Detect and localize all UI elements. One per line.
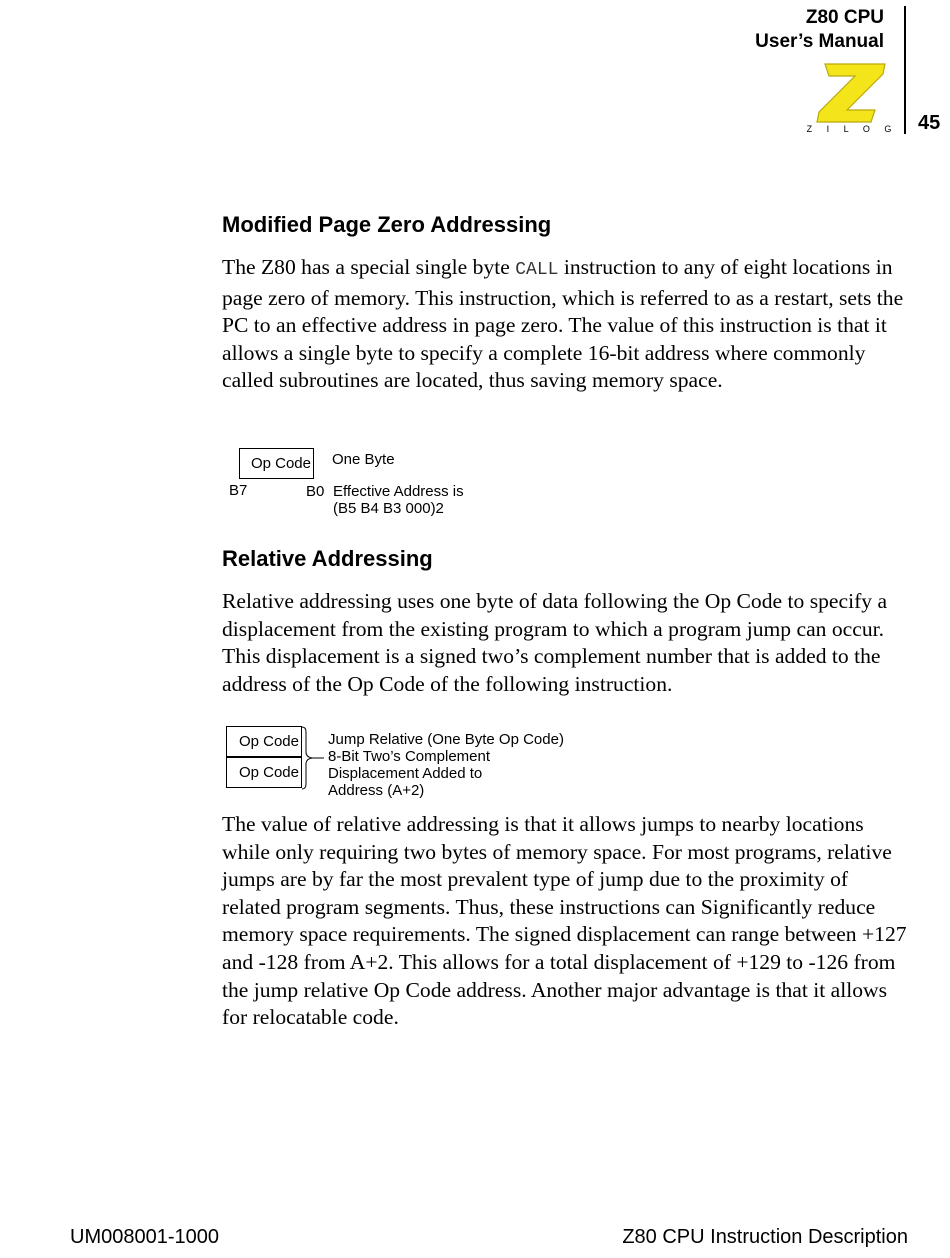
paragraph-page-zero: [222, 254, 912, 395]
paragraph-relative-2: [222, 811, 912, 1032]
opcode-box: Op Code: [226, 757, 302, 788]
section-heading-relative: Relative Addressing: [222, 546, 433, 571]
page-number: 45: [918, 112, 941, 134]
figure2-line: 8-Bit Two’s Complement: [328, 748, 491, 765]
figure2-line: Jump Relative (One Byte Op Code): [328, 731, 564, 748]
paragraph-text: The Z80 has a special single byte: [222, 255, 516, 279]
bit-label-b0: B0: [306, 483, 325, 500]
opcode-box: Op Code: [226, 726, 302, 757]
paragraph-relative-1: [222, 588, 912, 698]
figure-note-line: Effective Address is: [333, 483, 464, 500]
footer-doc-id: UM008001-1000: [70, 1226, 219, 1248]
manual-subtitle: User’s Manual: [755, 31, 884, 52]
paragraph-text: The value of relative addressing is that it allows jumps to nearby locations while only requiring two bytes of memory space. For most programs, relative jumps are by far the most prevalent type of jump due to the proximity of related program segments. Thus, these instructions can Significantly reduce memory space requirements. The signed displacement can range between +127 and -128 from A+2. This allows for a total displacement of +129 to -126 from the jump relative Op Code address. Another major advantage is that it allows for relocatable code.: [222, 812, 907, 1030]
manual-title: Z80 CPU: [805, 7, 884, 28]
figure2-line: Address (A+2): [328, 782, 425, 799]
zilog-logo: [806, 60, 898, 134]
svg-text:Z I L O G: Z I L O G: [806, 124, 898, 134]
figure-caption-one-byte: One Byte: [332, 451, 395, 468]
opcode-box: Op Code: [239, 448, 314, 479]
paragraph-text: instruction to any of eight locations in page zero of memory. This instruction, which is referred to as a restart, sets the PC to an effective address in page zero. The value of this instruction is that it allows a single byte to specify a complete 16-bit address where commonly called subroutines are located, thus saving memory space.: [222, 255, 904, 393]
bit-label-b7: B7: [229, 482, 248, 499]
footer-section-title: Z80 CPU Instruction Description: [622, 1226, 908, 1248]
inline-code-call: CALL: [515, 260, 559, 280]
section-heading-page-zero: Modified Page Zero Addressing: [222, 212, 552, 237]
figure2-line: Displacement Added to: [328, 765, 483, 782]
figure-note-line: (B5 B4 B3 000)2: [333, 500, 444, 517]
paragraph-text: Relative addressing uses one byte of data following the Op Code to specify a displacement from the existing program to which a program jump can occur. This displacement is a signed two’s complement number that is added to the address of the Op Code of the following instruction.: [222, 589, 888, 696]
brace-icon: [300, 726, 328, 790]
header-divider: [904, 6, 906, 134]
